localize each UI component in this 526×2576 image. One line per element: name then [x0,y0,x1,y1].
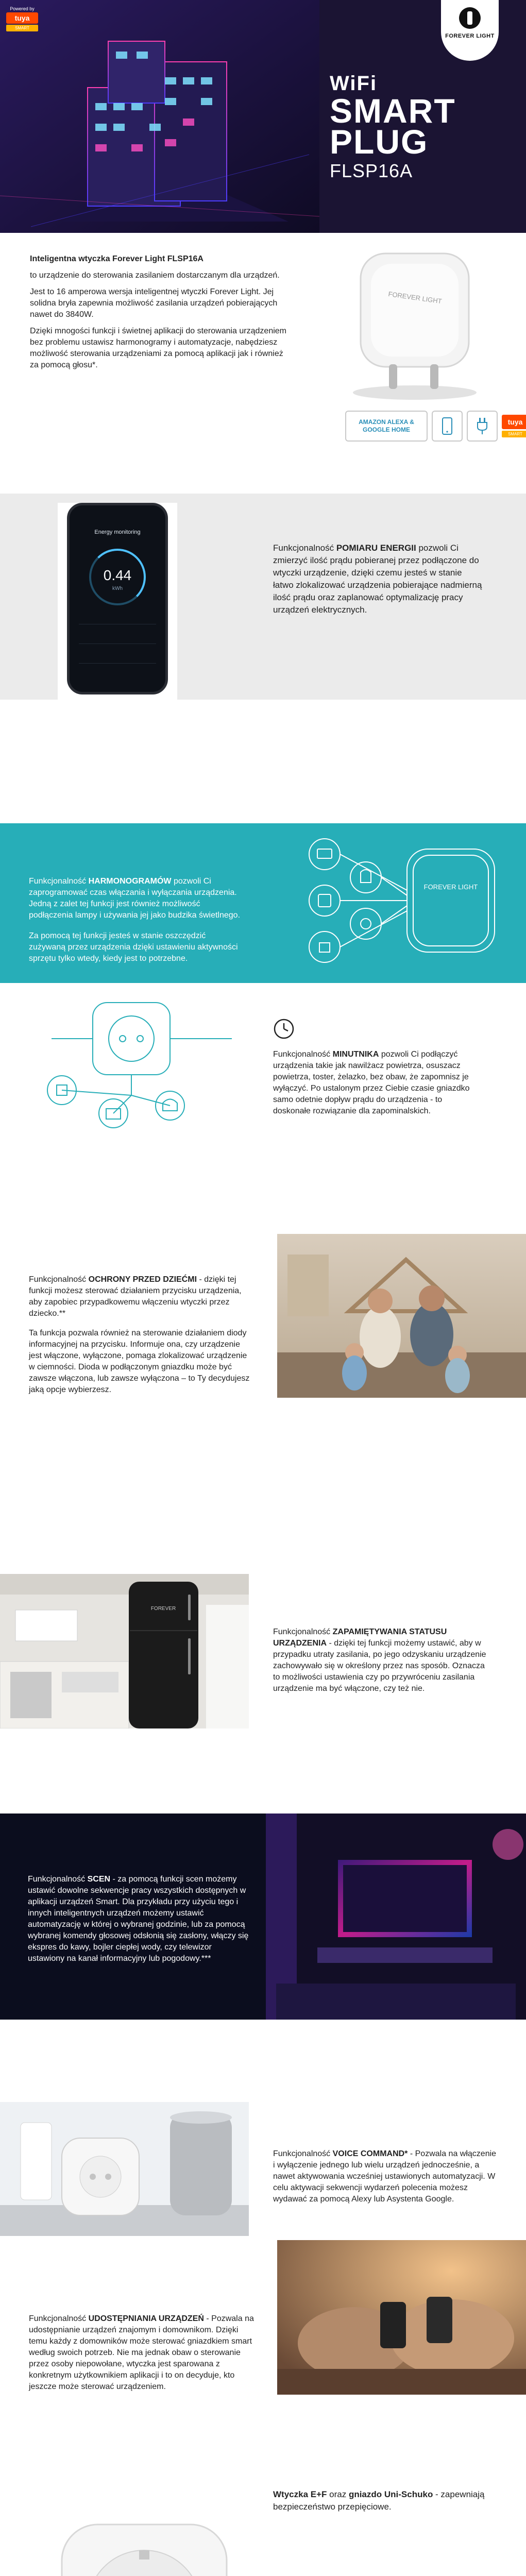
child-lock-section [0,1229,526,1399]
energy-monitoring-section [0,494,526,700]
scenes-label-highlight: SCEN [87,1875,111,1884]
child-lock-paragraph-2: Ta funkcja pozwala również na sterowanie działaniem diody informacyjnej na przycisku. Informuje ona, czy urządzenie jest włączone, wyłączone, pomaga zlokalizować urządzenie w ciemności. Dioda w podłączonym gniazdku może być zawsze włączona, lub zawsze wyłączona – to Ty decydujesz jaką opcje wybierzesz. [29,1329,250,1394]
timer-text [273,1049,479,1117]
schedule-body: pozwoli Ci zaprogramować czas włączania i wyłączania urządzenia. Jedną z zalet tej funkcji jest również możliwość podłączenia lampy i używania jej jako budzika świetlnego. [29,877,241,920]
plug-type-connector: oraz [327,2489,349,2499]
timer-description [273,1049,479,1117]
device-sharing-body: - Pozwala na udostępnianie urządzeń znajomym i domownikom. Dzięki temu każdy z domowników może sterować gniazdkiem smart według swoich potrzeb. Nie ma jednak obaw o sterowanie przez osoby niepowołane, wtyczka jest sparowana z konkretnym użytkownikiem aplikacji i to on decyduje, kto jeszcze może sterować urządzeniem. [29,2314,254,2391]
plug-brand-text: FOREVER LIGHT [423,883,478,891]
smart-city-illustration [0,0,319,233]
child-lock-body: - dzięki tej funkcji możesz sterować działaniem przycisku urządzenia, aby zapobiec przypadkowemu włączeniu wtyczki przez dziecko.** [29,1275,242,1318]
voice-command-label-highlight: VOICE COMMAND* [332,2149,408,2158]
compatibility-badges [345,411,526,442]
child-lock-description [29,1274,250,1319]
tuya-logo: tuya [6,12,38,24]
voice-command-section [0,2087,526,2236]
brand-badge [441,0,499,61]
schedule-description [29,876,240,921]
plug-type-section [0,2401,526,2576]
timer-label-prefix: Funkcjonalność [273,1050,333,1059]
voice-command-text [273,2148,500,2205]
device-sharing-label-prefix: Funkcjonalność [29,2314,89,2323]
energy-text [273,542,484,616]
status-memory-label-prefix: Funkcjonalność [273,1628,333,1636]
device-sharing-text [29,2313,256,2393]
energy-body: pozwoli Ci zmierzyć ilość prądu pobieranej przez podłączone do wtyczki urządzenie, dzięki czemu jesteś w stanie łatwo zlokalizować urządzenia pobierające nadmierną ilość prądu oraz zaplanować optymalizację pracy urządzeń elektrycznych. [273,543,482,615]
energy-label-highlight: POMIARU ENERGII [336,543,416,553]
child-lock-label-prefix: Funkcjonalność [29,1275,89,1284]
app-list-row [79,663,156,682]
child-lock-label-highlight: OCHRONY PRZED DZIEĆMI [88,1275,197,1284]
energy-unit: kWh [112,586,123,591]
scenes-label-prefix: Funkcjonalność [28,1875,88,1884]
tuya-smart-badge [502,415,526,437]
device-sharing-section [0,2236,526,2401]
status-memory-body: - dzięki tej funkcji możemy ustawić, aby w przypadku utraty zasilania, po jego odzyskaniu urządzenie zachowywało się w określony przez nas sposób. Oznacza to możliwości ustawienia czy po przywróceniu zasilania urządzenie ma być włączone, czy też nie. [273,1639,486,1693]
intro-text [30,253,287,376]
scenes-description [28,1874,249,1964]
energy-label-prefix: Funkcjonalność [273,543,336,553]
hero-banner [0,0,526,233]
status-memory-section [0,1566,526,1731]
family-photo [277,1234,526,1398]
intro-paragraph-2: Jest to 16 amperowa wersja inteligentnej wtyczki Forever Light. Jej solidna bryła zapewnia możliwość zasilania urządzeń pobierających nawet do 3840W. [30,287,278,319]
socket-front-image [41,2504,247,2576]
intro-title: Inteligentna wtyczka Forever Light FLSP16A [30,255,203,263]
status-memory-label-highlight: ZAPAMIĘTYWANIA STATUSU URZĄDZENIA [273,1628,447,1648]
phone-image-wrap [58,503,177,700]
voice-command-body: - Pozwala na włączenie i wyłączenie jednego lub wielu urządzeń jednocześnie, a nawet aktywowania wcześniej ustawionych automatyzacji. W celu aktywacji sekwencji wydarzeń polecenia możesz wydawać za pomocą Alexy lub Asystenta Google. [273,2149,497,2204]
plug-type-body: - zapewniają bezpieczeństwo przepięciowe. [273,2489,485,2512]
connected-devices-illustration [294,828,520,978]
title-wifi: WiFi [330,72,378,95]
timer-section [0,987,526,1134]
timer-label-highlight: MINUTNIKA [332,1050,379,1059]
title-smart: SMART [330,92,456,130]
schedule-text [29,876,240,974]
scenes-text [28,1874,249,1964]
plug-type-text [273,2488,500,2513]
fridge-brand-text: FOREVER [150,1606,176,1612]
ambient-living-room-photo [266,1814,526,2020]
clock-icon [273,1018,295,1040]
phone-mockup [67,503,168,694]
device-sharing-label-highlight: UDOSTĘPNIANIA URZĄDZEŃ [88,2314,204,2323]
people-with-phones-photo [277,2240,526,2395]
forever-light-logo-icon [459,7,481,29]
appliances-illustration [36,992,242,1131]
status-memory-description [273,1626,489,1694]
intro-section [0,233,526,478]
voice-assistant-badge: AMAZON ALEXA & GOOGLE HOME [345,411,428,442]
model-number: FLSP16A [330,160,413,181]
tuya-logo: tuya [502,415,526,429]
smart-plug-image [325,233,495,403]
product-title [330,72,456,182]
intro-paragraph-1: to urządzenie do sterowania zasilaniem dostarczanym dla urządzeń. [30,271,280,280]
voice-command-label-prefix: Funkcjonalność [273,2149,333,2158]
voice-command-description [273,2148,500,2205]
phone-icon [432,411,463,442]
scenes-body: - za pomocą funkcji scen możemy ustawić dowolne sekwencje pracy wszystkich dostępnych w aplikacji urządzeń Smart. Dla przykładu przy użyciu tego i innych inteligentnych urządzeń możemy ustawić automatyzację w której o wybranej godzinie, lub za pomocą wybranej komendy głosowej odsłonią się zasłony, włączy się ekspres do kawy, bojler ciepłej wody, czy telewizor ustawiony na kanał informacyjny lub pogodowy.*** [28,1875,249,1963]
brand-name: FOREVER LIGHT [445,33,495,39]
tuya-badge [6,6,38,31]
plug-brand-text: FOREVER LIGHT [387,290,443,306]
tuya-smart-label: SMART [502,431,526,437]
smart-speaker-photo [0,2102,249,2236]
app-list-row [79,624,156,642]
schedule-section [0,823,526,983]
plug-icon [467,411,498,442]
intro-paragraph-3: Dzięki mnogości funkcji i świetnej aplikacji do sterowania urządzeniem bez problemu ustawisz harmonogramy i automatyzacje, nabędziesz możliwość sterowania urządzeniami za pomocą aplikacji jak i również za pomocą głosu*. [30,327,286,369]
timer-body: pozwoli Ci podłączyć urządzenia takie jak nawilżacz powietrza, osuszacz powietrza, toster, żelazko, bez obaw, że zapomnisz je wyłączyć. Po ustalonym przez Ciebie czasie gniazdko samo odetnie dopływ prądu do urządzenia - to doskonałe rozwiązanie dla zapominalskich. [273,1050,470,1115]
schedule-paragraph-2: Za pomocą tej funkcji jesteś w stanie oszczędzić zużywaną przez urządzenia dzięki ustawieniu aktywności sprzętu tylko wtedy, kiedy jest to potrzebne. [29,931,238,963]
plug-type-highlight-2: gniazdo Uni-Schuko [348,2489,433,2499]
kitchen-fridge-photo [0,1574,249,1728]
device-sharing-description [29,2313,256,2393]
plug-type-highlight-1: Wtyczka E+F [273,2489,327,2499]
plug-type-description [273,2488,500,2513]
scenes-section [0,1814,526,2020]
status-memory-text [273,1626,489,1694]
tuya-smart-label: SMART [6,25,38,31]
app-list-row [79,643,156,662]
schedule-label-highlight: HARMONOGRAMÓW [88,877,172,886]
energy-description [273,542,484,616]
child-lock-text [29,1274,250,1399]
app-screen-title: Energy monitoring [94,529,141,535]
schedule-label-prefix: Funkcjonalność [29,877,89,886]
powered-by-label: Powered by [10,6,35,11]
title-plug: PLUG [330,123,429,161]
energy-value: 0.44 [103,567,132,583]
